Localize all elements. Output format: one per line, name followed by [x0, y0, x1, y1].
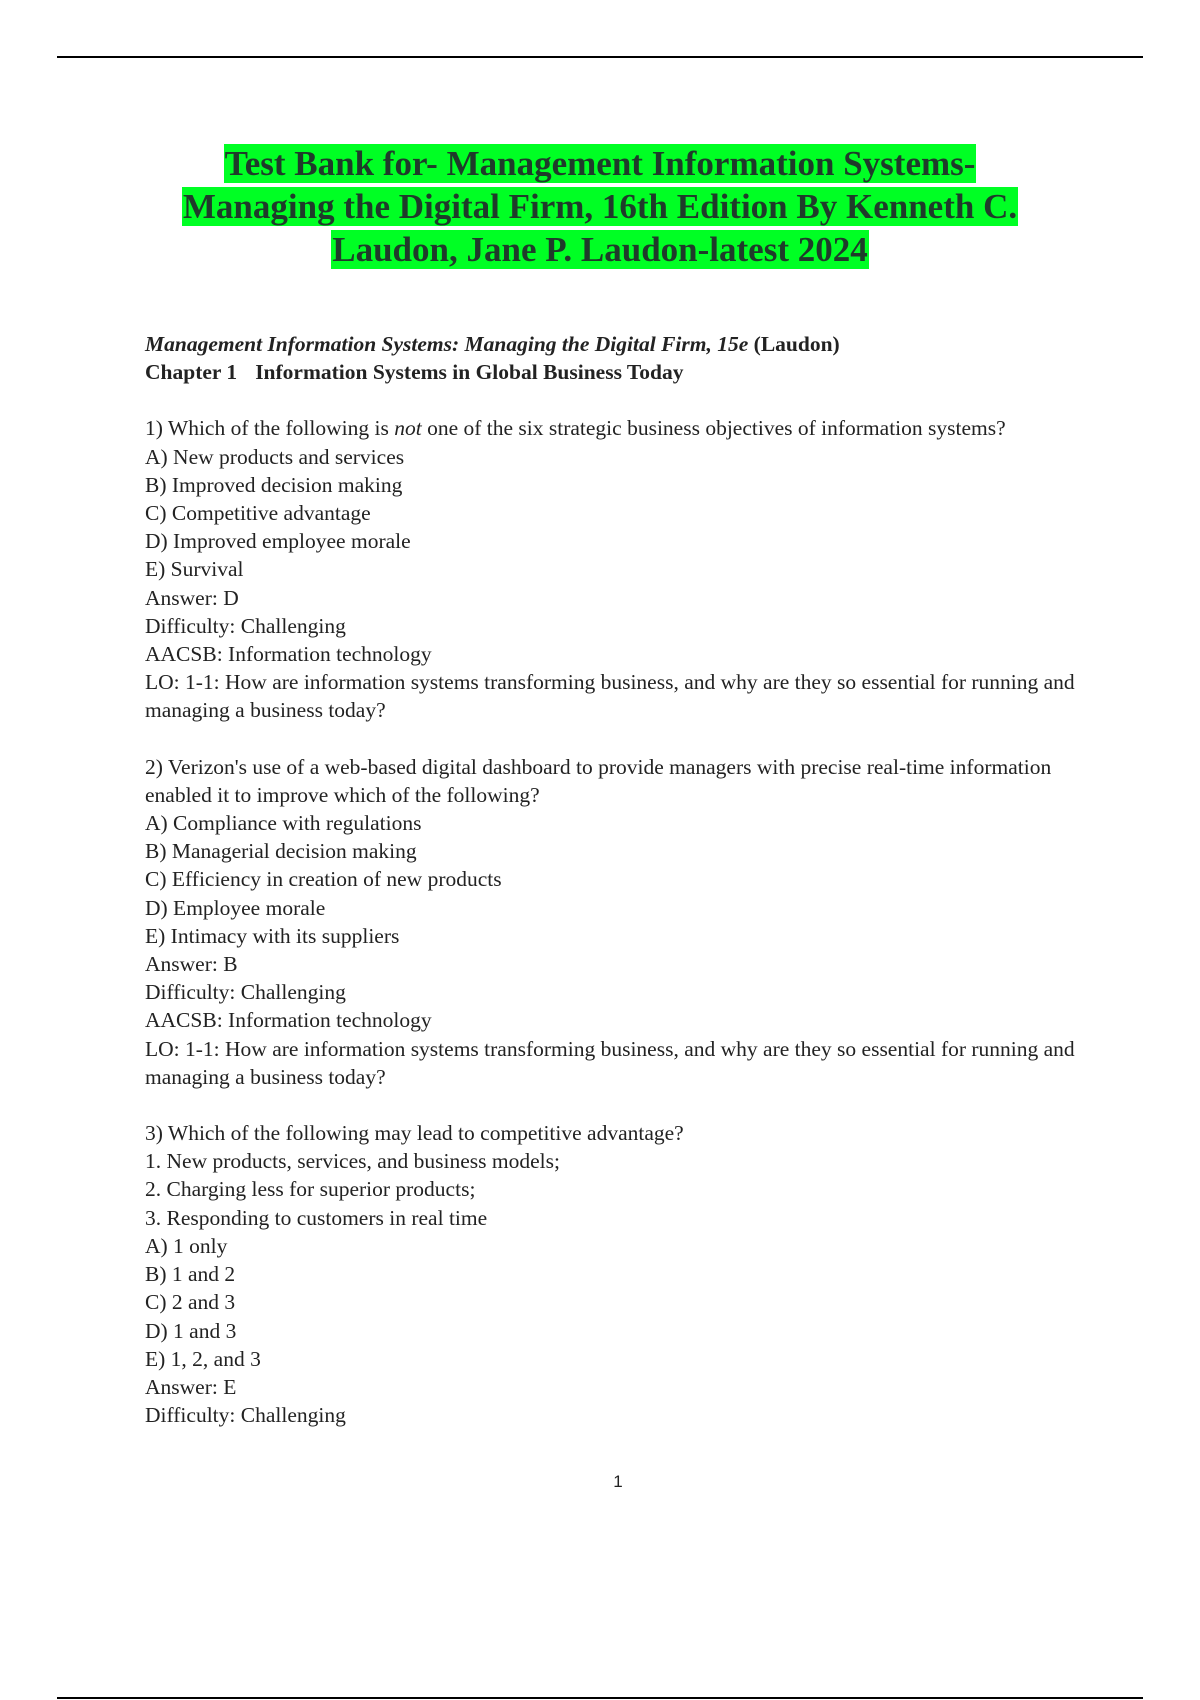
- stem-text: 1) Which of the following is: [145, 416, 395, 441]
- option-a: A) 1 only: [145, 1233, 228, 1258]
- question-stem: 2) Verizon's use of a web-based digital dashboard to provide managers with precise real-time information enabled it to improve which of the following?: [145, 754, 1052, 807]
- answer: Answer: D: [145, 585, 239, 610]
- option-c: C) Efficiency in creation of new products: [145, 867, 502, 892]
- option-c: C) Competitive advantage: [145, 501, 371, 526]
- option-e: E) Intimacy with its suppliers: [145, 923, 400, 948]
- question-2: [145, 753, 1085, 1091]
- answer: Answer: B: [145, 952, 238, 977]
- difficulty: Difficulty: Challenging: [145, 980, 346, 1005]
- option-e: E) Survival: [145, 557, 244, 582]
- option-b: B) Managerial decision making: [145, 839, 417, 864]
- option-a: A) New products and services: [145, 444, 405, 469]
- option-b: B) 1 and 2: [145, 1262, 236, 1287]
- option-d: D) 1 and 3: [145, 1318, 237, 1343]
- question-1: [145, 414, 1085, 724]
- option-d: D) Improved employee morale: [145, 529, 411, 554]
- stem-text: one of the six strategic business objectives of information systems?: [421, 416, 1006, 441]
- book-reference: [145, 330, 1085, 358]
- difficulty: Difficulty: Challenging: [145, 1403, 346, 1428]
- option-c: C) 2 and 3: [145, 1290, 236, 1315]
- answer: Answer: E: [145, 1374, 237, 1399]
- question-stem: 3) Which of the following may lead to competitive advantage?: [145, 1121, 684, 1146]
- numbered-item-1: 1. New products, services, and business models;: [145, 1149, 560, 1174]
- difficulty: Difficulty: Challenging: [145, 613, 346, 638]
- top-rule: [57, 56, 1143, 58]
- title-line-1: Test Bank for- Management Information Systems-: [224, 144, 976, 183]
- learning-objective: LO: 1-1: How are information systems transforming business, and why are they so essential for running and managing a business today?: [145, 670, 1075, 723]
- question-stem: [145, 414, 1085, 442]
- title-line-3: Laudon, Jane P. Laudon-latest 2024: [332, 230, 868, 269]
- chapter-number: Chapter 1: [145, 360, 238, 385]
- chapter-title: Information Systems in Global Business Today: [255, 360, 684, 385]
- stem-emphasis: not: [394, 416, 422, 441]
- option-d: D) Employee morale: [145, 895, 326, 920]
- title-line-2: Managing the Digital Firm, 16th Edition By Kenneth C.: [182, 187, 1018, 226]
- option-e: E) 1, 2, and 3: [145, 1346, 261, 1371]
- bottom-rule: [57, 1697, 1143, 1699]
- page-number: 1: [613, 1472, 623, 1491]
- document-title: [100, 142, 1100, 271]
- aacsb: AACSB: Information technology: [145, 1008, 432, 1033]
- aacsb: AACSB: Information technology: [145, 642, 432, 667]
- numbered-item-3: 3. Responding to customers in real time: [145, 1205, 488, 1230]
- document-body: [145, 330, 1085, 1429]
- learning-objective: LO: 1-1: How are information systems transforming business, and why are they so essential for running and managing a business today?: [145, 1036, 1075, 1089]
- option-b: B) Improved decision making: [145, 472, 403, 497]
- book-author: (Laudon): [753, 332, 840, 356]
- question-3: [145, 1119, 1085, 1429]
- numbered-item-2: 2. Charging less for superior products;: [145, 1177, 476, 1202]
- chapter-heading: [145, 358, 1085, 386]
- option-a: A) Compliance with regulations: [145, 811, 422, 836]
- book-title: Management Information Systems: Managing the Digital Firm, 15e: [145, 332, 749, 356]
